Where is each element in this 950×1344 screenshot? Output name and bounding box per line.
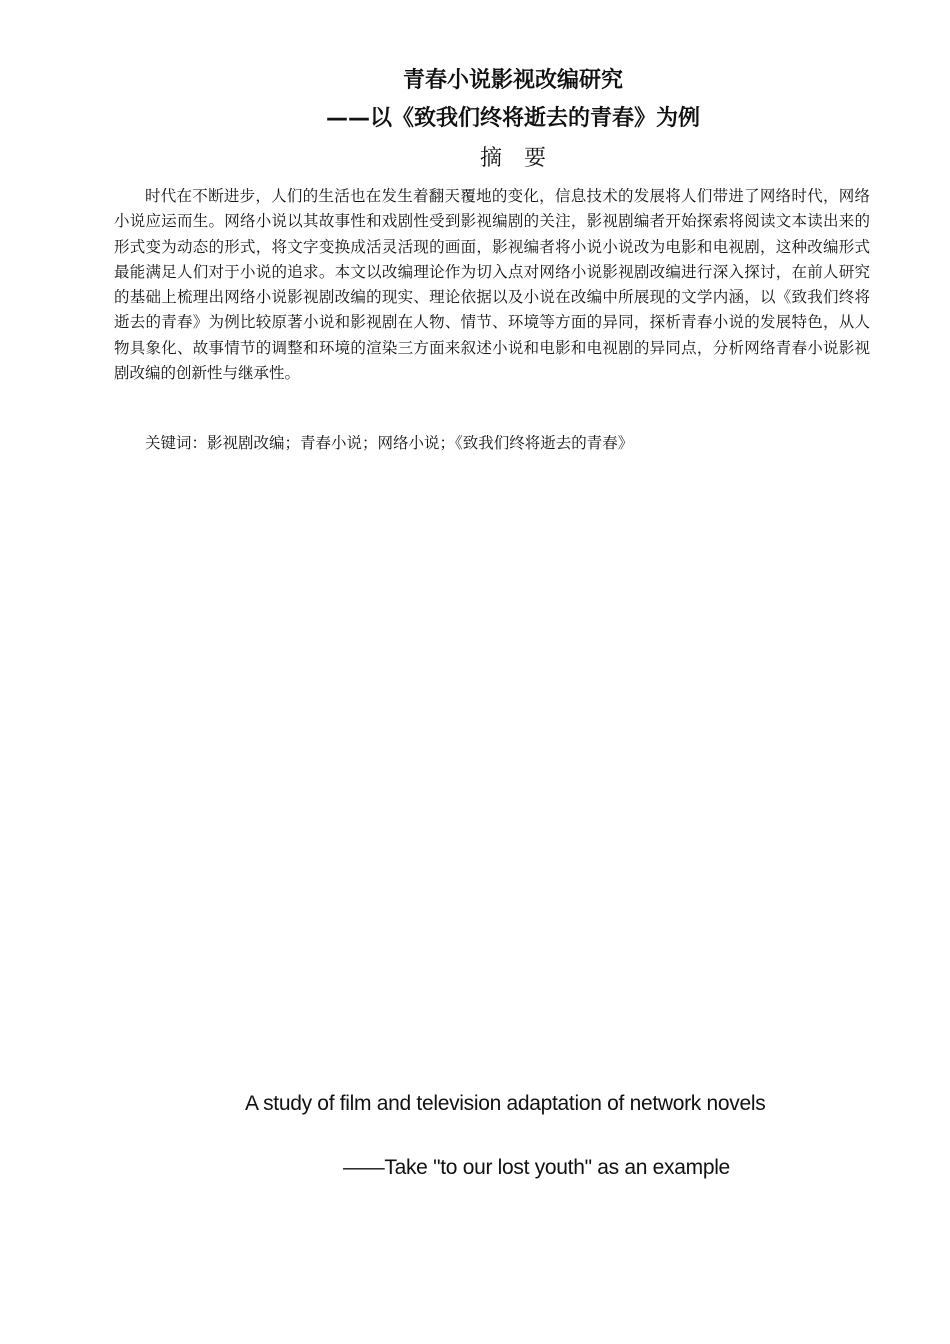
abstract-body: 时代在不断进步，人们的生活也在发生着翻天覆地的变化，信息技术的发展将人们带进了网络时代，网络小说应运而生。网络小说以其故事性和戏剧性受到影视编剧的关注，影视剧编者开始探索将阅读文本读出来的形式变为动态的形式，将文字变换成活灵活现的画面，影视编者将小说小说改为电影和电视剧，这种改编形式最能满足人们对于小说的追求。本文以改编理论作为切入点对网络小说影视剧改编进行深入探讨，在前人研究的基础上梳理出网络小说影视剧改编的现实、理论依据以及小说在改编中所展现的文学内涵，以《致我们终将逝去的青春》为例比较原著小说和影视剧在人物、情节、环境等方面的异同，探析青春小说的发展特色，从人物具象化、故事情节的调整和环境的渲染三方面来叙述小说和电影和电视剧的异同点，分析网络青春小说影视剧改编的创新性与继承性。 xyxy=(114,187,870,383)
document-subtitle: ——以《致我们终将逝去的青春》为例 xyxy=(325,106,700,131)
english-title: A study of film and television adaptation of network novels xyxy=(245,1092,766,1115)
abstract-heading: 摘要 xyxy=(479,146,568,171)
keywords-line: 关键词：影视剧改编；青春小说；网络小说；《致我们终将逝去的青春》 xyxy=(145,434,634,452)
document-title: 青春小说影视改编研究 xyxy=(402,68,623,93)
english-subtitle: ——Take "to our lost youth" as an example xyxy=(343,1156,730,1179)
